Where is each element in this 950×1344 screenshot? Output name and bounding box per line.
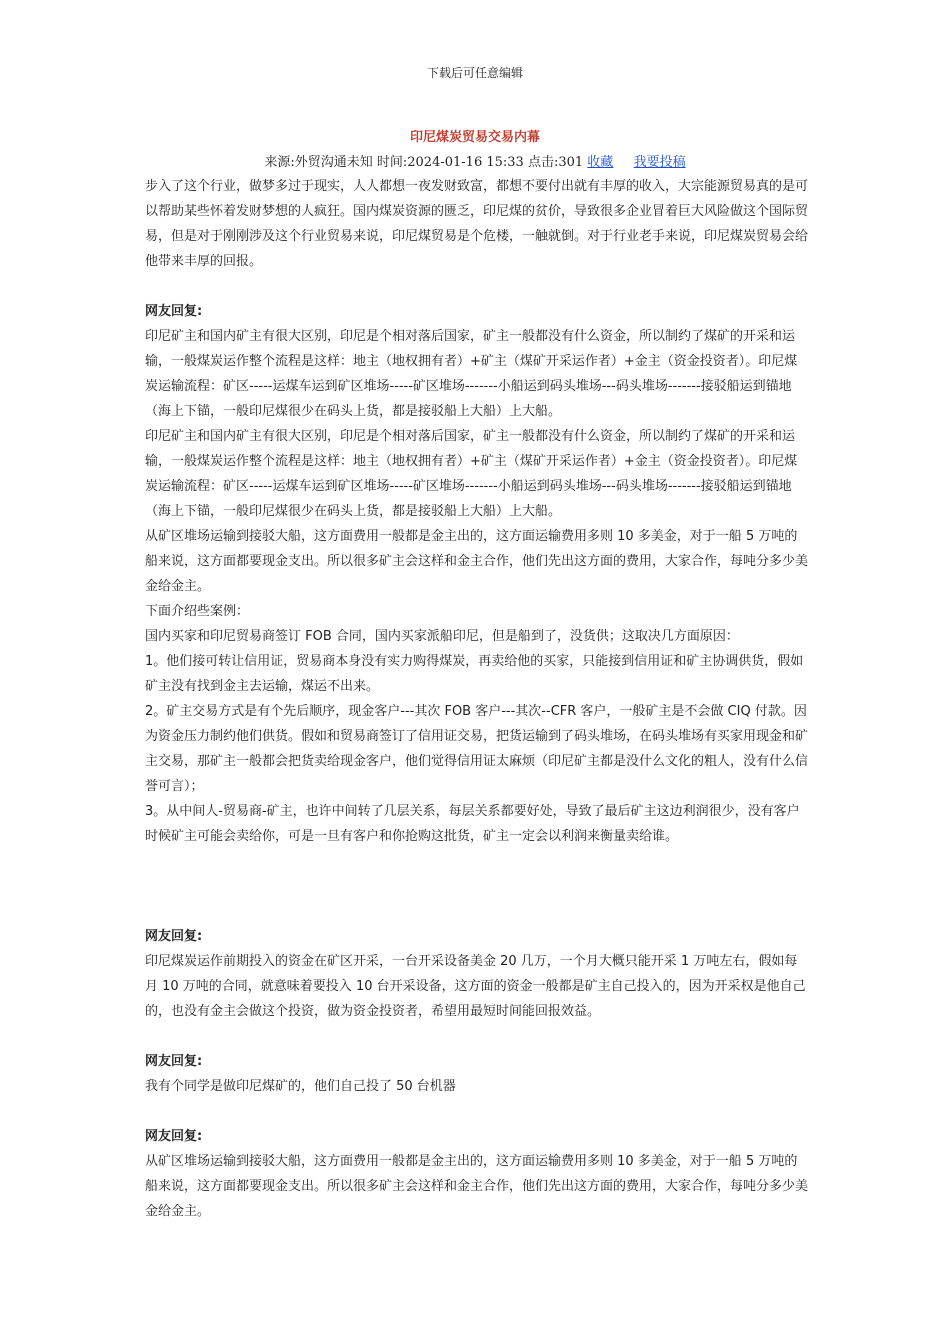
reply-4 [145,1124,810,1224]
reply-paragraph: 1。他们接可转让信用证，贸易商本身没有实力购得煤炭，再卖给他的买家，只能接到信用证和矿主协调供货，假如矿主没有找到金主去运输，煤运不出来。 [145,654,804,694]
reply-1 [145,299,810,849]
reply-3 [145,1049,810,1099]
intro-paragraph: 步入了这个行业，做梦多过于现实，人人都想一夜发财致富，都想不要付出就有丰厚的收入，大宗能源贸易真的是可以帮助某些怀着发财梦想的人疯狂。国内煤炭资源的匮乏，印尼煤的贫价，导致很多企业冒着巨大风险做这个国际贸易，但是对于刚刚涉及这个行业贸易来说，印尼煤贸易是个危楼，一触就倒。对于行业老手来说，印尼煤炭贸易会给他带来丰厚的回报。 [145,179,809,269]
reply-paragraph: 印尼矿主和国内矿主有很大区别，印尼是个相对落后国家，矿主一般都没有什么资金，所以制约了煤矿的开采和运输，一般煤炭运作整个流程是这样：地主（地权拥有者）+矿主（煤矿开采运作者）+金主（资金投资者）。印尼煤炭运输流程：矿区-----运煤车运到矿区堆场-----矿区堆场-------小船运到码头堆场---码头堆场-------接驳船运到锚地（海上下锚，一般印尼煤很少在码头上货，都是接驳船上大船）上大船。 [145,329,798,419]
reply-paragraph: 从矿区堆场运输到接驳大船，这方面费用一般都是金主出的，这方面运输费用多则 10 多美金，对于一船 5 万吨的船来说，这方面都要现金支出。所以很多矿主会这样和金主合作，他们先出这方面的费用，大家合作，每吨分多少美金给金主。 [145,529,809,594]
reply-heading: 网友回复: [145,1129,203,1144]
reply-2 [145,924,810,1024]
article-meta [0,151,950,170]
meta-info: 来源:外贸沟通未知 时间:2024-01-16 15:33 点击:301 [264,155,584,170]
reply-paragraph: 下面介绍些案例： [145,604,250,619]
reply-heading: 网友回复: [145,304,203,319]
reply-heading: 网友回复: [145,929,203,944]
article-title: 印尼煤炭贸易交易内幕 [409,130,540,145]
reply-paragraph: 国内买家和印尼贸易商签订 FOB 合同，国内买家派船印尼，但是船到了，没货供；这取决几方面原因： [145,629,739,644]
reply-paragraph: 2。矿主交易方式是有个先后顺序，现金客户---其次 FOB 客户---其次--CFR 客户，一般矿主是不会做 CIQ 付款。因为资金压力制约他们供货。假如和贸易商签订了信用证交易，把货运输到了码头堆场，在码头堆场有买家用现金和矿主交易，那矿主一般都会把货卖给现金客户，他们觉得信用证太麻烦（印尼矿主都是没什么文化的粗人，没有什么信誉可言）； [145,704,809,794]
reply-heading: 网友回复: [145,1054,203,1069]
reply-paragraph: 从矿区堆场运输到接驳大船，这方面费用一般都是金主出的，这方面运输费用多则 10 多美金，对于一船 5 万吨的船来说，这方面都要现金支出。所以很多矿主会这样和金主合作，他们先出这方面的费用，大家合作，每吨分多少美金给金主。 [145,1154,809,1219]
reply-paragraph: 3。从中间人-贸易商-矿主，也许中间转了几层关系，每层关系都要好处，导致了最后矿主这边利润很少，没有客户时候矿主可能会卖给你，可是一旦有客户和你抢购这批货，矿主一定会以利润来衡量卖给谁。 [145,804,800,844]
reply-paragraph: 印尼煤炭运作前期投入的资金在矿区开采，一台开采设备美金 20 几万，一个月大概只能开采 1 万吨左右，假如每月 10 万吨的合同，就意味着要投入 10 台开采设备，这方面的资金一般都是矿主自己投入的，因为开采权是他自己的，也没有金主会做这个投资，做为资金投资者，希望用最短时间能回报效益。 [145,954,806,1019]
favorite-link[interactable]: 收藏 [587,155,614,170]
reply-paragraph: 印尼矿主和国内矿主有很大区别，印尼是个相对落后国家，矿主一般都没有什么资金，所以制约了煤矿的开采和运输，一般煤炭运作整个流程是这样：地主（地权拥有者）+矿主（煤矿开采运作者）+金主（资金投资者）。印尼煤炭运输流程：矿区-----运煤车运到矿区堆场-----矿区堆场-------小船运到码头堆场---码头堆场-------接驳船运到锚地（海上下锚，一般印尼煤很少在码头上货，都是接驳船上大船）上大船。 [145,429,798,519]
reply-paragraph: 我有个同学是做印尼煤矿的，他们自己投了 50 台机器 [145,1079,456,1094]
submit-article-link[interactable]: 我要投稿 [633,155,686,170]
header-note: 下载后可任意编辑 [426,66,523,80]
article-body [145,174,810,1224]
